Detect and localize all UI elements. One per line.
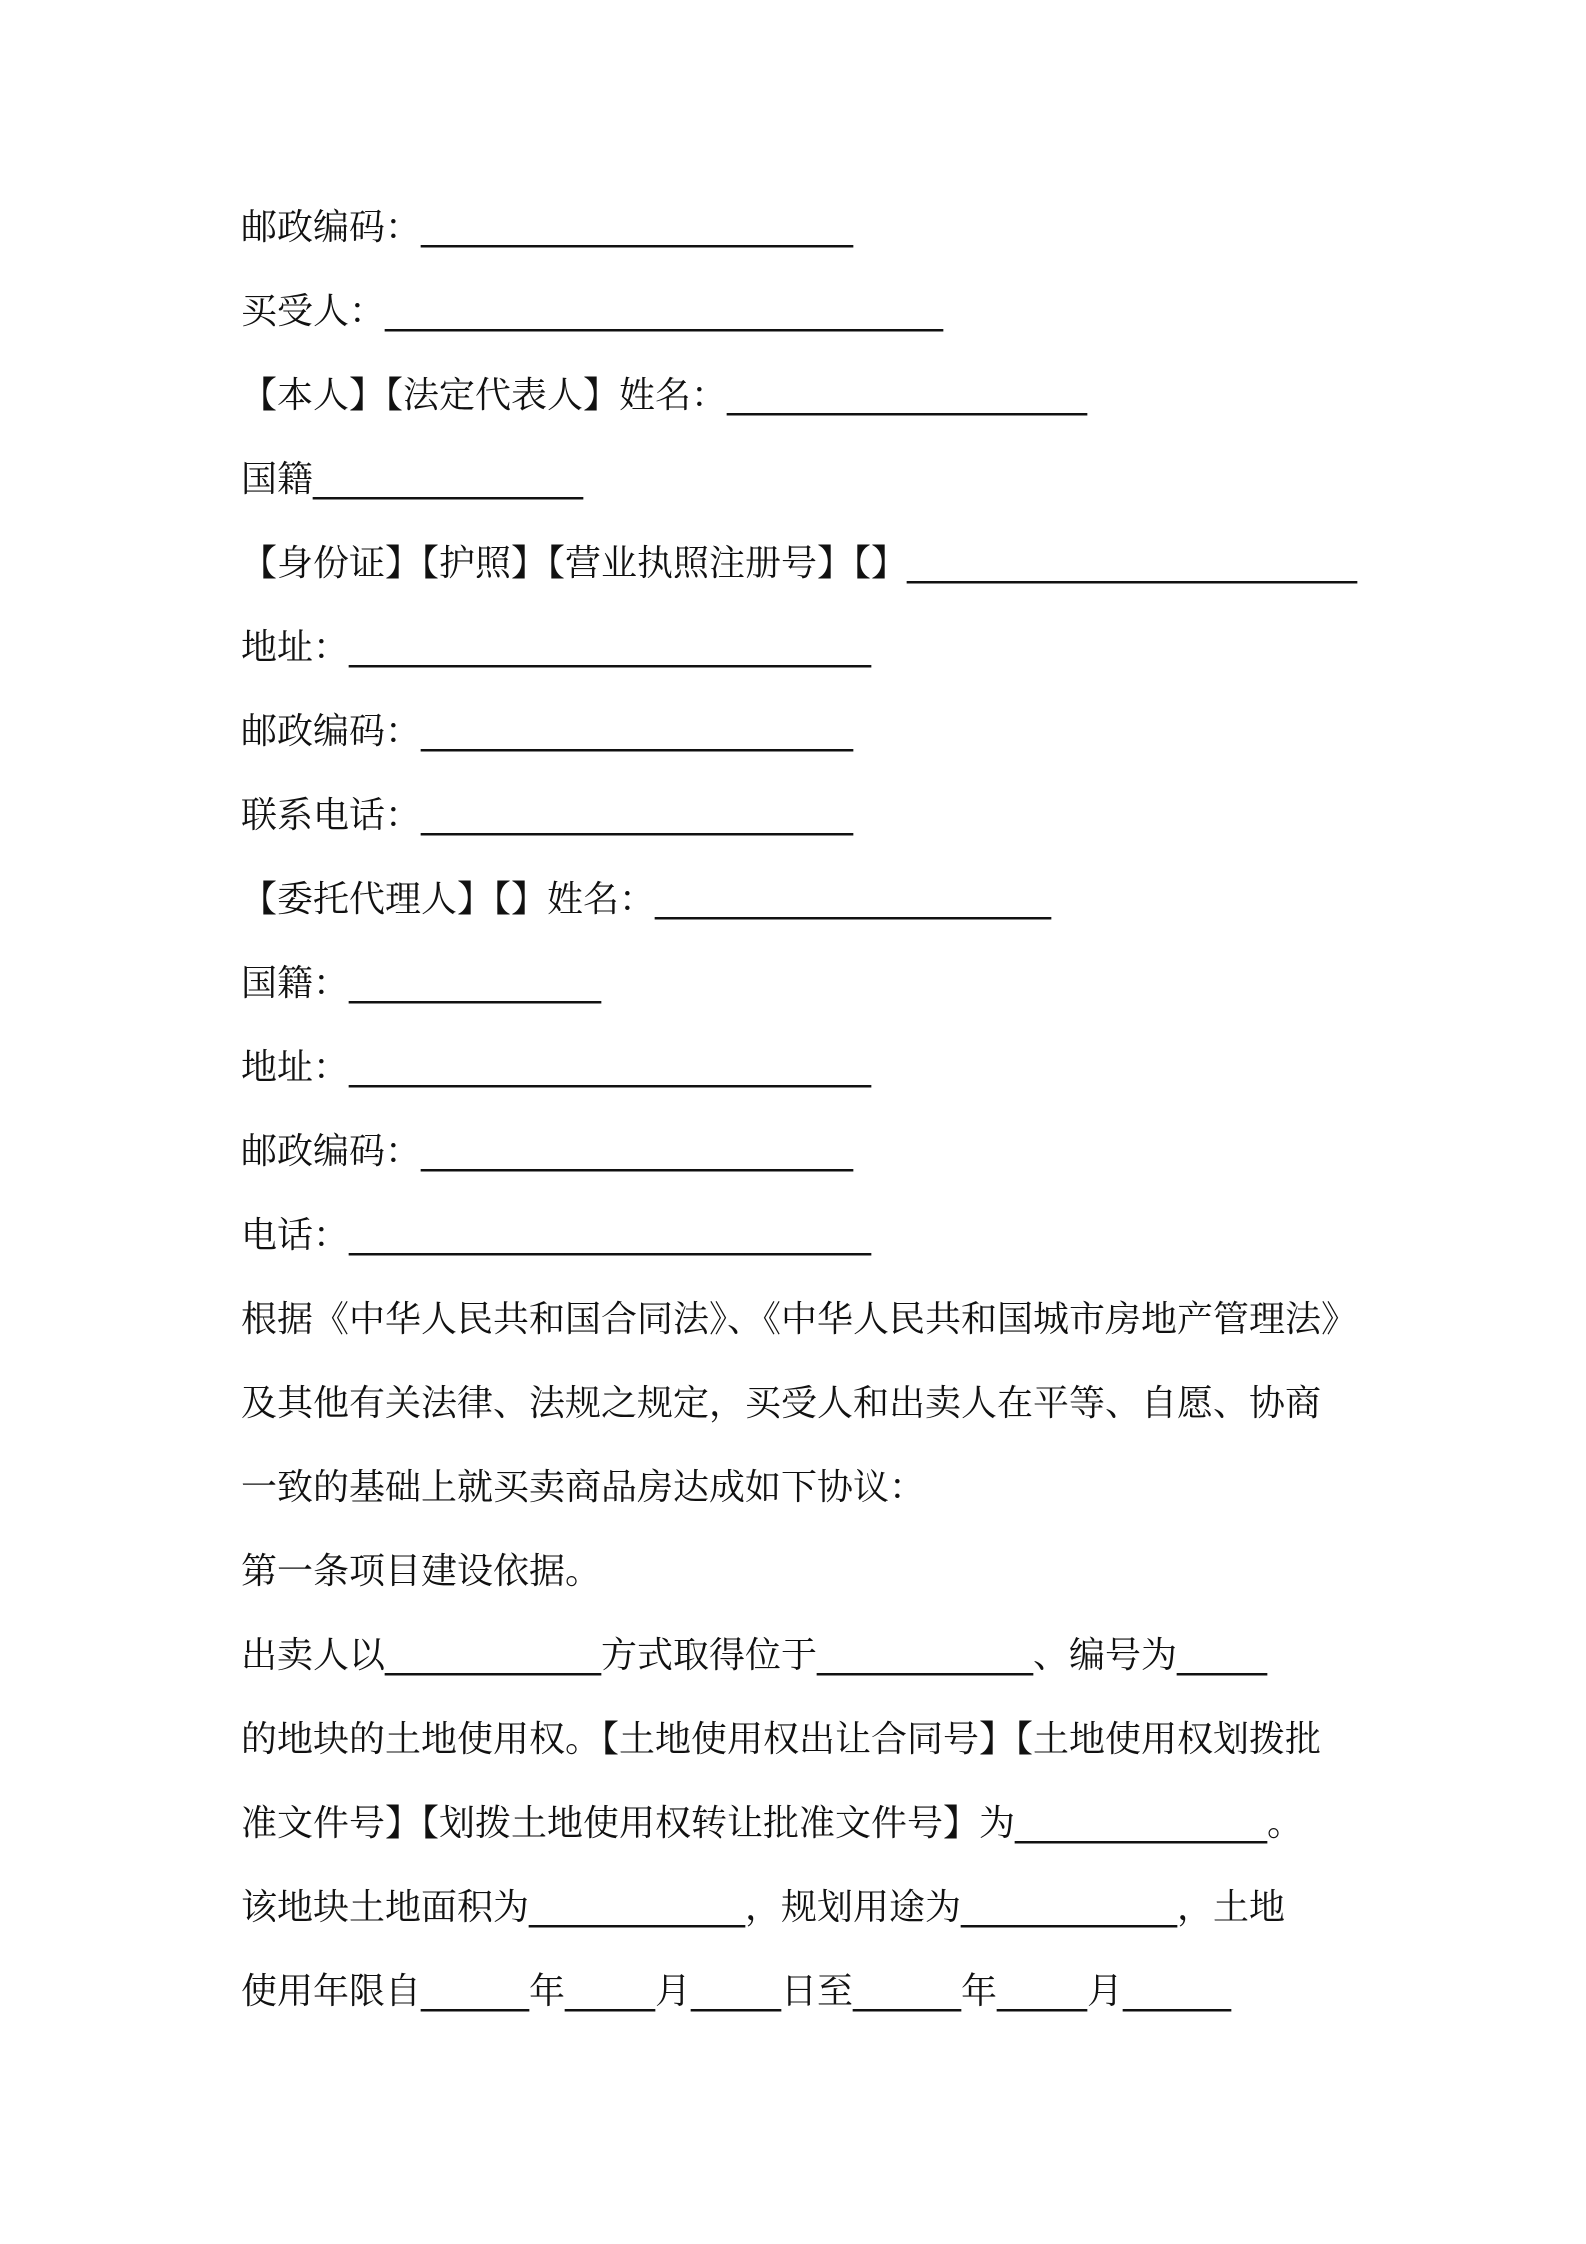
article-one-heading: 第一条项目建设依据。 bbox=[241, 1551, 602, 1592]
preamble-line-3: 一致的基础上就买卖商品房达成如下协议： bbox=[241, 1467, 926, 1508]
article-one-line-5: 使用年限自______年_____月_____日至______年_____月______ bbox=[241, 1971, 1232, 2012]
preamble-line-2: 及其他有关法律、法规之规定，买受人和出卖人在平等、自愿、协商 bbox=[241, 1383, 1322, 1424]
buyer-id-document-line: 【身份证】【护照】【营业执照注册号】【】_________________________ bbox=[241, 543, 1358, 584]
article-one-line-2: 的地块的土地使用权。【土地使用权出让合同号】【土地使用权划拨批 bbox=[241, 1719, 1322, 1760]
buyer-phone-line: 联系电话：________________________ bbox=[241, 795, 854, 836]
article-one-line-4: 该地块土地面积为____________，规划用途为____________，土地 bbox=[241, 1887, 1286, 1928]
preamble-line-1: 根据《中华人民共和国合同法》、《中华人民共和国城市房地产管理法》 bbox=[241, 1299, 1358, 1340]
buyer-address-line: 地址：_____________________________ bbox=[241, 627, 872, 668]
article-one-line-1: 出卖人以____________方式取得位于____________、编号为_____ bbox=[241, 1635, 1268, 1676]
buyer-line: 买受人：_______________________________ bbox=[241, 291, 944, 332]
agent-postal-code-line: 邮政编码：________________________ bbox=[241, 1131, 854, 1172]
article-one-line-3: 准文件号】【划拨土地使用权转让批准文件号】为______________。 bbox=[241, 1803, 1304, 1844]
agent-phone-line: 电话：_____________________________ bbox=[241, 1215, 872, 1256]
agent-name-line: 【委托代理人】【】姓名：______________________ bbox=[241, 879, 1052, 920]
seller-postal-code-line: 邮政编码：________________________ bbox=[241, 207, 854, 248]
agent-nationality-line: 国籍：______________ bbox=[241, 963, 602, 1004]
buyer-representative-name-line: 【本人】【法定代表人】姓名：____________________ bbox=[241, 375, 1088, 416]
buyer-postal-code-line: 邮政编码：________________________ bbox=[241, 711, 854, 752]
agent-address-line: 地址：_____________________________ bbox=[241, 1047, 872, 1088]
buyer-nationality-line: 国籍_______________ bbox=[241, 459, 584, 500]
